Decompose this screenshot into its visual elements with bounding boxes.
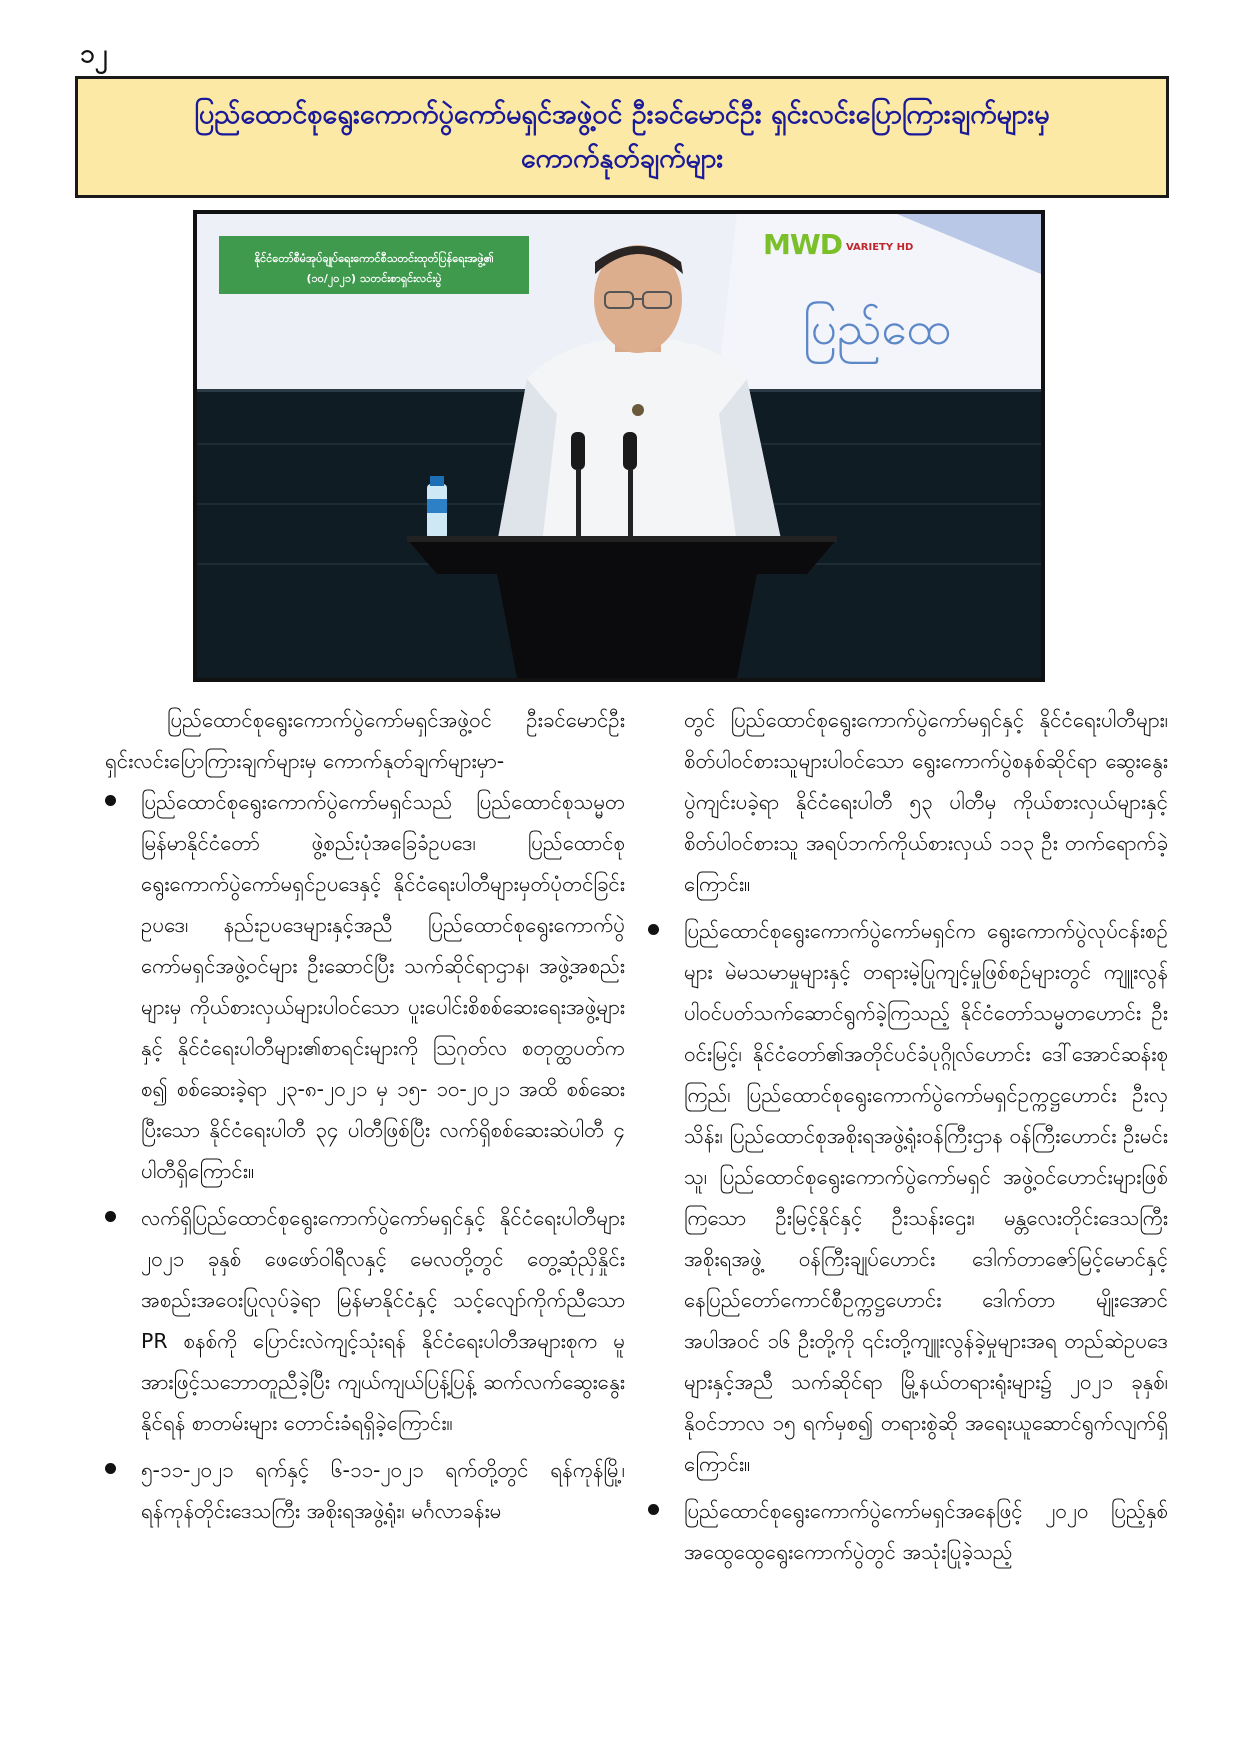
bullet-icon <box>105 795 116 806</box>
photo-banner-line-2: (၁၀/၂၀၂၁) သတင်းစာရှင်းလင်းပွဲ <box>306 272 442 285</box>
title-line-2: ကောက်နုတ်ချက်များ <box>520 143 724 174</box>
speaker-photo <box>193 210 1045 682</box>
bullet-item <box>105 782 625 1192</box>
bullet-text: ပြည်ထောင်စုရွေးကောက်ပွဲကော်မရှင်က ရွေးကောက်ပွဲလုပ်ငန်းစဉ်များ မဲမသမာမှုများနှင့် တရားမဲ့ပြုကျင့်မှုဖြစ်စဉ်များတွင် ကျူးလွန်ပါဝင်ပတ်သက်ဆောင်ရွက်ခဲ့ကြသည့် နိုင်ငံတော်သမ္မတဟောင်း ဦးဝင်းမြင့်၊ နိုင်ငံတော်၏အတိုင်ပင်ခံပုဂ္ဂိုလ်ဟောင်း ဒေါ်အောင်ဆန်းစုကြည်၊ ပြည်ထောင်စုရွေးကောက်ပွဲကော်မရှင်ဥက္ကဋ္ဌဟောင်း ဦးလှသိန်း၊ ပြည်ထောင်စုအစိုးရအဖွဲ့ရုံးဝန်ကြီးဌာန ဝန်ကြီးဟောင်း ဦးမင်းသူ၊ ပြည်ထောင်စုရွေးကောက်ပွဲကော်မရှင် အဖွဲ့ဝင်ဟောင်းများဖြစ်ကြသော ဦးမြင့်နိုင်နှင့် ဦးသန်းဌေး၊ မန္တလေးတိုင်းဒေသကြီးအစိုးရအဖွဲ့ ဝန်ကြီးချုပ်ဟောင်း ဒေါက်တာဇော်မြင့်မောင်နှင့် နေပြည်တော်ကောင်စီဥက္ကဋ္ဌဟောင်း ဒေါက်တာ မျိုးအောင်အပါအဝင် ၁၆ ဦးတို့ကို ၎င်းတို့ကျူးလွန်ခဲ့မှုများအရ တည်ဆဲဥပဒေများနှင့်အညီ သက်ဆိုင်ရာ မြို့နယ်တရားရုံးများ၌ ၂၀၂၁ ခုနှစ်၊ နိုဝင်ဘာလ ၁၅ ရက်မှစ၍ တရားစွဲဆို အရေးယူဆောင်ရွက်လျက်ရှိကြောင်း။ <box>684 919 1168 1476</box>
title-line-1: ပြည်ထောင်စုရွေးကောက်ပွဲကော်မရှင်အဖွဲ့ဝင် ဦးခင်မောင်ဦး ရှင်းလင်းပြောကြားချက်များမှ <box>194 99 1050 130</box>
logo-subtext: VARIETY HD <box>846 242 914 253</box>
logo-mark: MWD <box>763 228 842 261</box>
photo-banner <box>223 240 525 298</box>
bullet-icon <box>648 1504 659 1515</box>
bullet-icon <box>105 1211 116 1222</box>
bullet-icon <box>105 1463 116 1474</box>
bullet-text: ပြည်ထောင်စုရွေးကောက်ပွဲကော်မရှင်အနေဖြင့် ၂၀၂၀ ပြည့်နှစ် အထွေထွေရွေးကောက်ပွဲတွင် အသုံးပြုခဲ့သည့် <box>684 1499 1168 1564</box>
intro-paragraph: ပြည်ထောင်စုရွေးကောက်ပွဲကော်မရှင်အဖွဲ့ဝင် ဦးခင်မောင်ဦး ရှင်းလင်းပြောကြားချက်များမှ ကောက်နုတ်ချက်များမှာ- <box>105 708 625 773</box>
continuation-paragraph: တွင် ပြည်ထောင်စုရွေးကောက်ပွဲကော်မရှင်နှင့် နိုင်ငံရေးပါတီများ၊ စိတ်ပါဝင်စားသူများပါဝင်သော ရွေးကောက်ပွဲစနစ်ဆိုင်ရာ ဆွေးနွေးပွဲကျင်းပခဲ့ရာ နိုင်ငံရေးပါတီ ၅၃ ပါတီမှ ကိုယ်စားလှယ်များနှင့် စိတ်ပါဝင်စားသူ အရပ်ဘက်ကိုယ်စားလှယ် ၁၁၃ ဦး တက်ရောက်ခဲ့ကြောင်း။ <box>684 708 1168 896</box>
page-number: ၁၂ <box>80 39 108 69</box>
bullet-item <box>648 911 1168 1485</box>
backdrop-text: ပြည်ထေ <box>803 301 951 355</box>
bullet-text: လက်ရှိပြည်ထောင်စုရွေးကောက်ပွဲကော်မရှင်နှင့် နိုင်ငံရေးပါတီများ ၂၀၂၁ ခုနှစ် ဖေဖော်ဝါရီလနှင့် မေလတို့တွင် တွေ့ဆုံညှိနှိုင်းအစည်းအဝေးပြုလုပ်ခဲ့ရာ မြန်မာနိုင်ငံနှင့် သင့်လျော်ကိုက်ညီသော PR စနစ်ကို ပြောင်းလဲကျင့်သုံးရန် နိုင်ငံရေးပါတီအများစုက မူအားဖြင့်သဘောတူညီခဲ့ပြီး ကျယ်ကျယ်ပြန့်ပြန့် ဆက်လက်ဆွေးနွေးနိုင်ရန် စာတမ်းများ တောင်းခံရရှိခဲ့ကြောင်း။ <box>141 1206 625 1435</box>
right-column <box>648 700 1168 1579</box>
bullet-text: ပြည်ထောင်စုရွေးကောက်ပွဲကော်မရှင်သည် ပြည်ထောင်စုသမ္မတမြန်မာနိုင်ငံတော် ဖွဲ့စည်းပုံအခြေခံဥပဒေ၊ ပြည်ထောင်စုရွေးကောက်ပွဲကော်မရှင်ဥပဒေနှင့် နိုင်ငံရေးပါတီများမှတ်ပုံတင်ခြင်းဥပဒေ၊ နည်းဥပဒေများနှင့်အညီ ပြည်ထောင်စုရွေးကောက်ပွဲကော်မရှင်အဖွဲ့ဝင်များ ဦးဆောင်ပြီး သက်ဆိုင်ရာဌာန၊ အဖွဲ့အစည်းများမှ ကိုယ်စားလှယ်များပါဝင်သော ပူးပေါင်းစိစစ်ဆေးရေးအဖွဲ့များနှင့် နိုင်ငံရေးပါတီများ၏စာရင်းများကို သြဂုတ်လ စတုတ္ထပတ်ကစ၍ စစ်ဆေးခဲ့ရာ ၂၃-၈-၂၀၂၁ မှ ၁၅- ၁၀-၂၀၂၁ အထိ စစ်ဆေးပြီးသော နိုင်ငံရေးပါတီ ၃၄ ပါတီဖြစ်ပြီး လက်ရှိစစ်ဆေးဆဲပါတီ ၄ ပါတီရှိကြောင်း။ <box>141 790 625 1183</box>
title-box <box>75 76 1169 198</box>
broadcaster-logo <box>763 228 913 261</box>
bullet-item <box>105 1450 625 1532</box>
bullet-item <box>105 1198 625 1444</box>
photo-banner-line-1: နိုင်ငံတော်စီမံအုပ်ချုပ်ရေးကောင်စီသတင်းထုတ်ပြန်ရေးအဖွဲ့၏ <box>254 252 494 265</box>
bullet-text: ၅-၁၁-၂၀၂၁ ရက်နှင့် ၆-၁၁-၂၀၂၁ ရက်တို့တွင် ရန်ကုန်မြို့၊ ရန်ကုန်တိုင်းဒေသကြီး အစိုးရအဖွဲ့ရုံး၊ မင်္ဂလာခန်းမ <box>141 1458 625 1523</box>
bullet-icon <box>648 924 659 935</box>
left-column <box>105 700 625 1538</box>
bullet-item <box>648 1491 1168 1573</box>
